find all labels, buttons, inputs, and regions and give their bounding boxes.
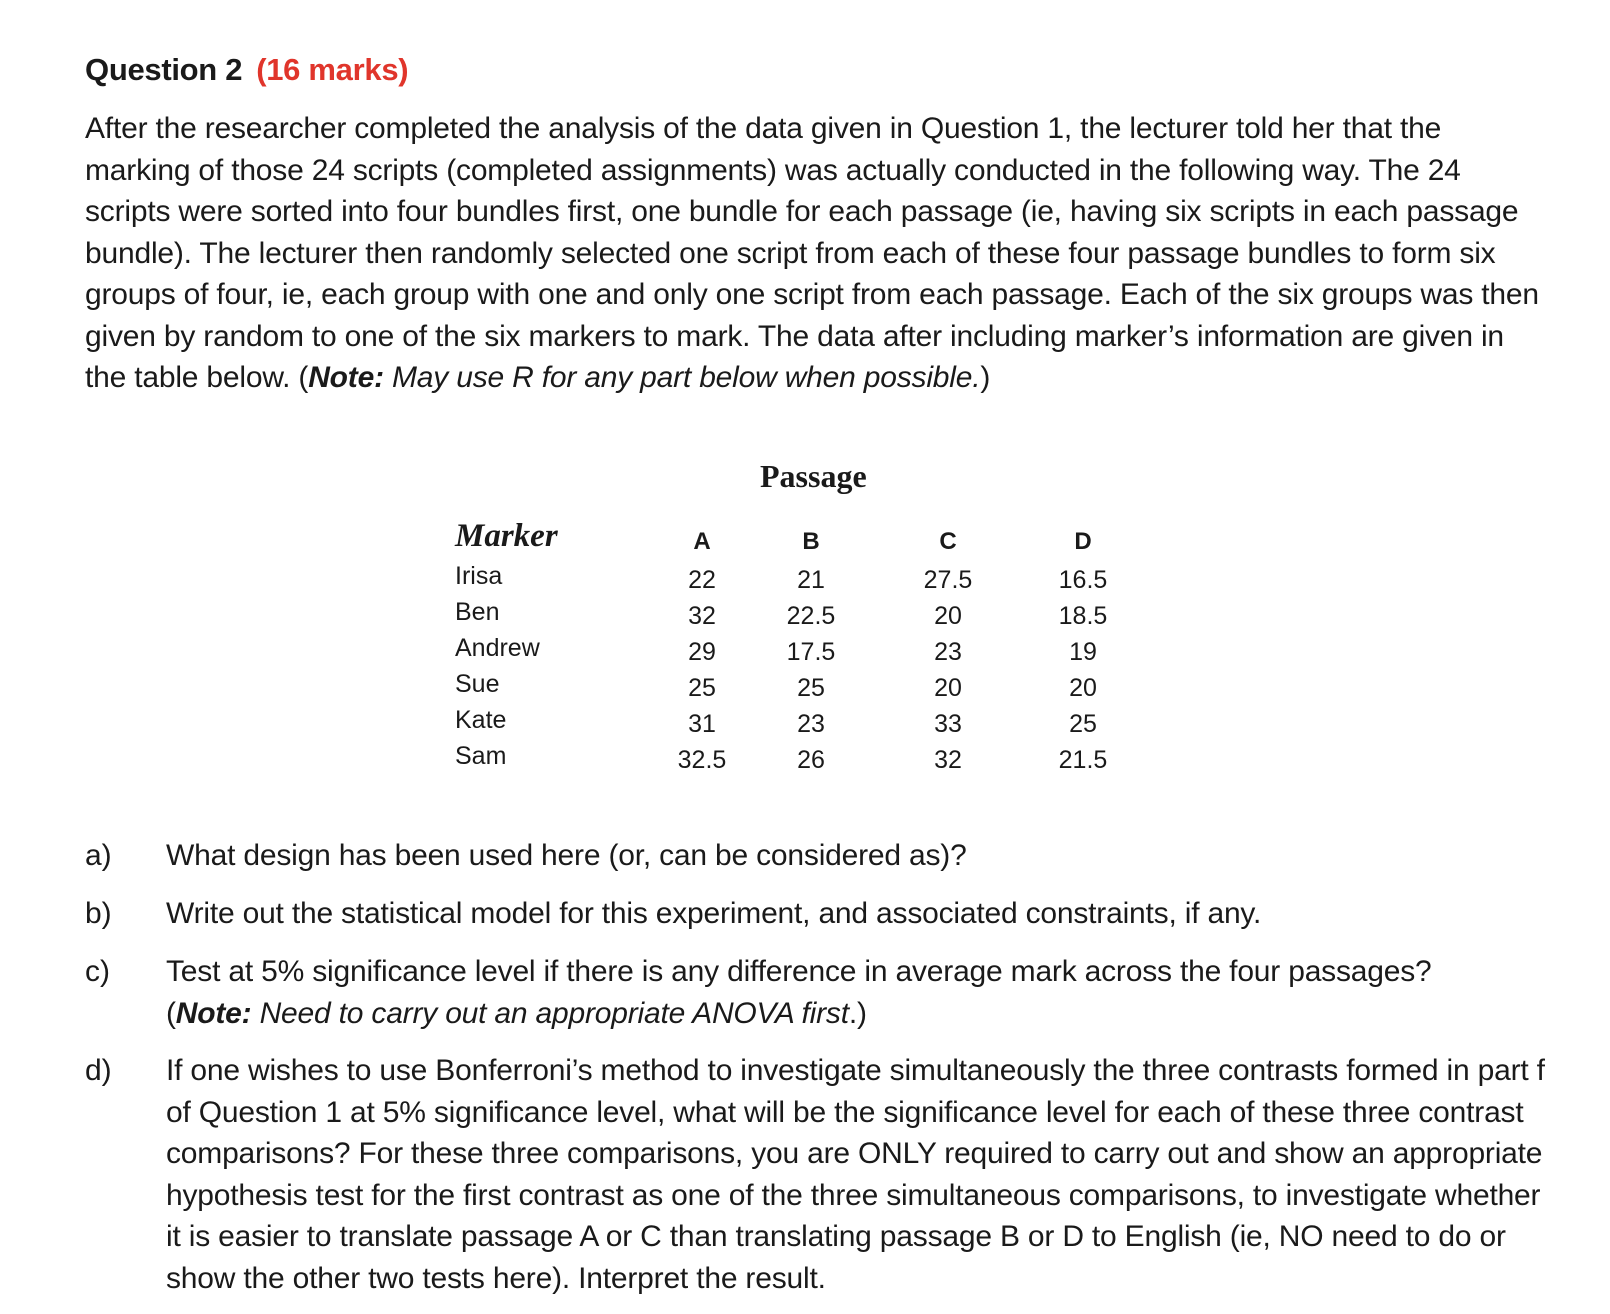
table-cell: 25: [1069, 710, 1097, 738]
table-cell: 21: [797, 566, 825, 594]
intro-note-label: Note:: [308, 361, 384, 394]
table-cell: 23: [797, 710, 825, 738]
table-cell: 22: [688, 566, 716, 594]
marker-name: Sue: [455, 670, 500, 698]
intro-close: ): [980, 361, 991, 394]
marker-name: Andrew: [455, 634, 540, 662]
part-b-text: Write out the statistical model for this experiment, and associated constraints, if any.: [166, 897, 1262, 930]
table-cell: 32.5: [677, 746, 727, 774]
part-c-text: Test at 5% significance level if there is any difference in average mark across the four passages?: [166, 955, 1432, 988]
table-cell: 32: [688, 602, 716, 630]
table-cell: 31: [688, 710, 716, 738]
intro-note-text: May use R for any part below when possible.: [383, 361, 981, 394]
table-cell: 17.5: [786, 638, 836, 666]
question-marks: (16 marks): [256, 52, 409, 87]
table-cell: 29: [688, 638, 716, 666]
part-c-note-text: Need to carry out an appropriate ANOVA first: [251, 996, 849, 1030]
table-cell: 22.5: [786, 602, 836, 630]
column-header-c: C: [939, 528, 957, 555]
part-c-open: (: [166, 996, 176, 1030]
intro-paragraph: [85, 108, 1545, 399]
table-cell: 16.5: [1058, 566, 1108, 594]
marker-name: Ben: [455, 598, 500, 626]
marker-name: Irisa: [455, 562, 503, 590]
part-a-label: a): [85, 839, 112, 872]
marker-name: Sam: [455, 742, 507, 770]
table-cell: 27.5: [923, 566, 973, 594]
part-c-body: [166, 951, 1546, 1034]
part-b-label: b): [85, 897, 112, 930]
table-cell: 32: [934, 746, 962, 774]
table-cell: 25: [797, 674, 825, 702]
table-cell: 20: [934, 674, 962, 702]
table-cell: 21.5: [1058, 746, 1108, 774]
table-cell: 26: [797, 746, 825, 774]
table-cell: 19: [1069, 638, 1097, 666]
part-d-text: If one wishes to use Bonferroni’s method to investigate simultaneously the three contrasts formed in part f of Question 1 at 5% significance level, what will be the significance level for each of these three contrast comparisons? For these three comparisons, you are ONLY required to carry out and show an appropriate hypothesis test for the first contrast as one of the three simultaneous comparisons, to investigate whether it is easier to translate passage A or C than translating passage B or D to English (ie, NO need to do or show the other two tests here). Interpret the result.: [166, 1054, 1545, 1295]
marker-column-header: Marker: [455, 518, 558, 554]
table-cell: 18.5: [1058, 602, 1108, 630]
table-cell: 23: [934, 638, 962, 666]
marker-name: Kate: [455, 706, 507, 734]
question-heading: [85, 52, 408, 88]
part-c-label: c): [85, 955, 110, 988]
part-c-note-label: Note:: [175, 996, 252, 1030]
part-d-label: d): [85, 1054, 112, 1087]
table-cell: 20: [934, 602, 962, 630]
part-c-close: .): [848, 996, 867, 1030]
column-header-a: A: [693, 528, 711, 555]
column-header-d: D: [1074, 528, 1092, 555]
question-title: Question 2: [85, 52, 243, 87]
table-cell: 33: [934, 710, 962, 738]
table-title: Passage: [760, 458, 867, 494]
column-header-b: B: [802, 528, 820, 555]
part-a-text: What design has been used here (or, can be considered as)?: [166, 839, 967, 872]
intro-text: After the researcher completed the analysis of the data given in Question 1, the lecturer told her that the marking of those 24 scripts (completed assignments) was actually conducted in the following way. The 24 scripts were sorted into four bundles first, one bundle for each passage (ie, having six scripts in each passage bundle). The lecturer then randomly selected one script from each of these four passage bundles to form six groups of four, ie, each group with one and only one script from each passage. Each of the six groups was then given by random to one of the six markers to mark. The data after including marker’s information are given in the table below. (: [85, 112, 1539, 394]
table-cell: 25: [688, 674, 716, 702]
table-cell: 20: [1069, 674, 1097, 702]
